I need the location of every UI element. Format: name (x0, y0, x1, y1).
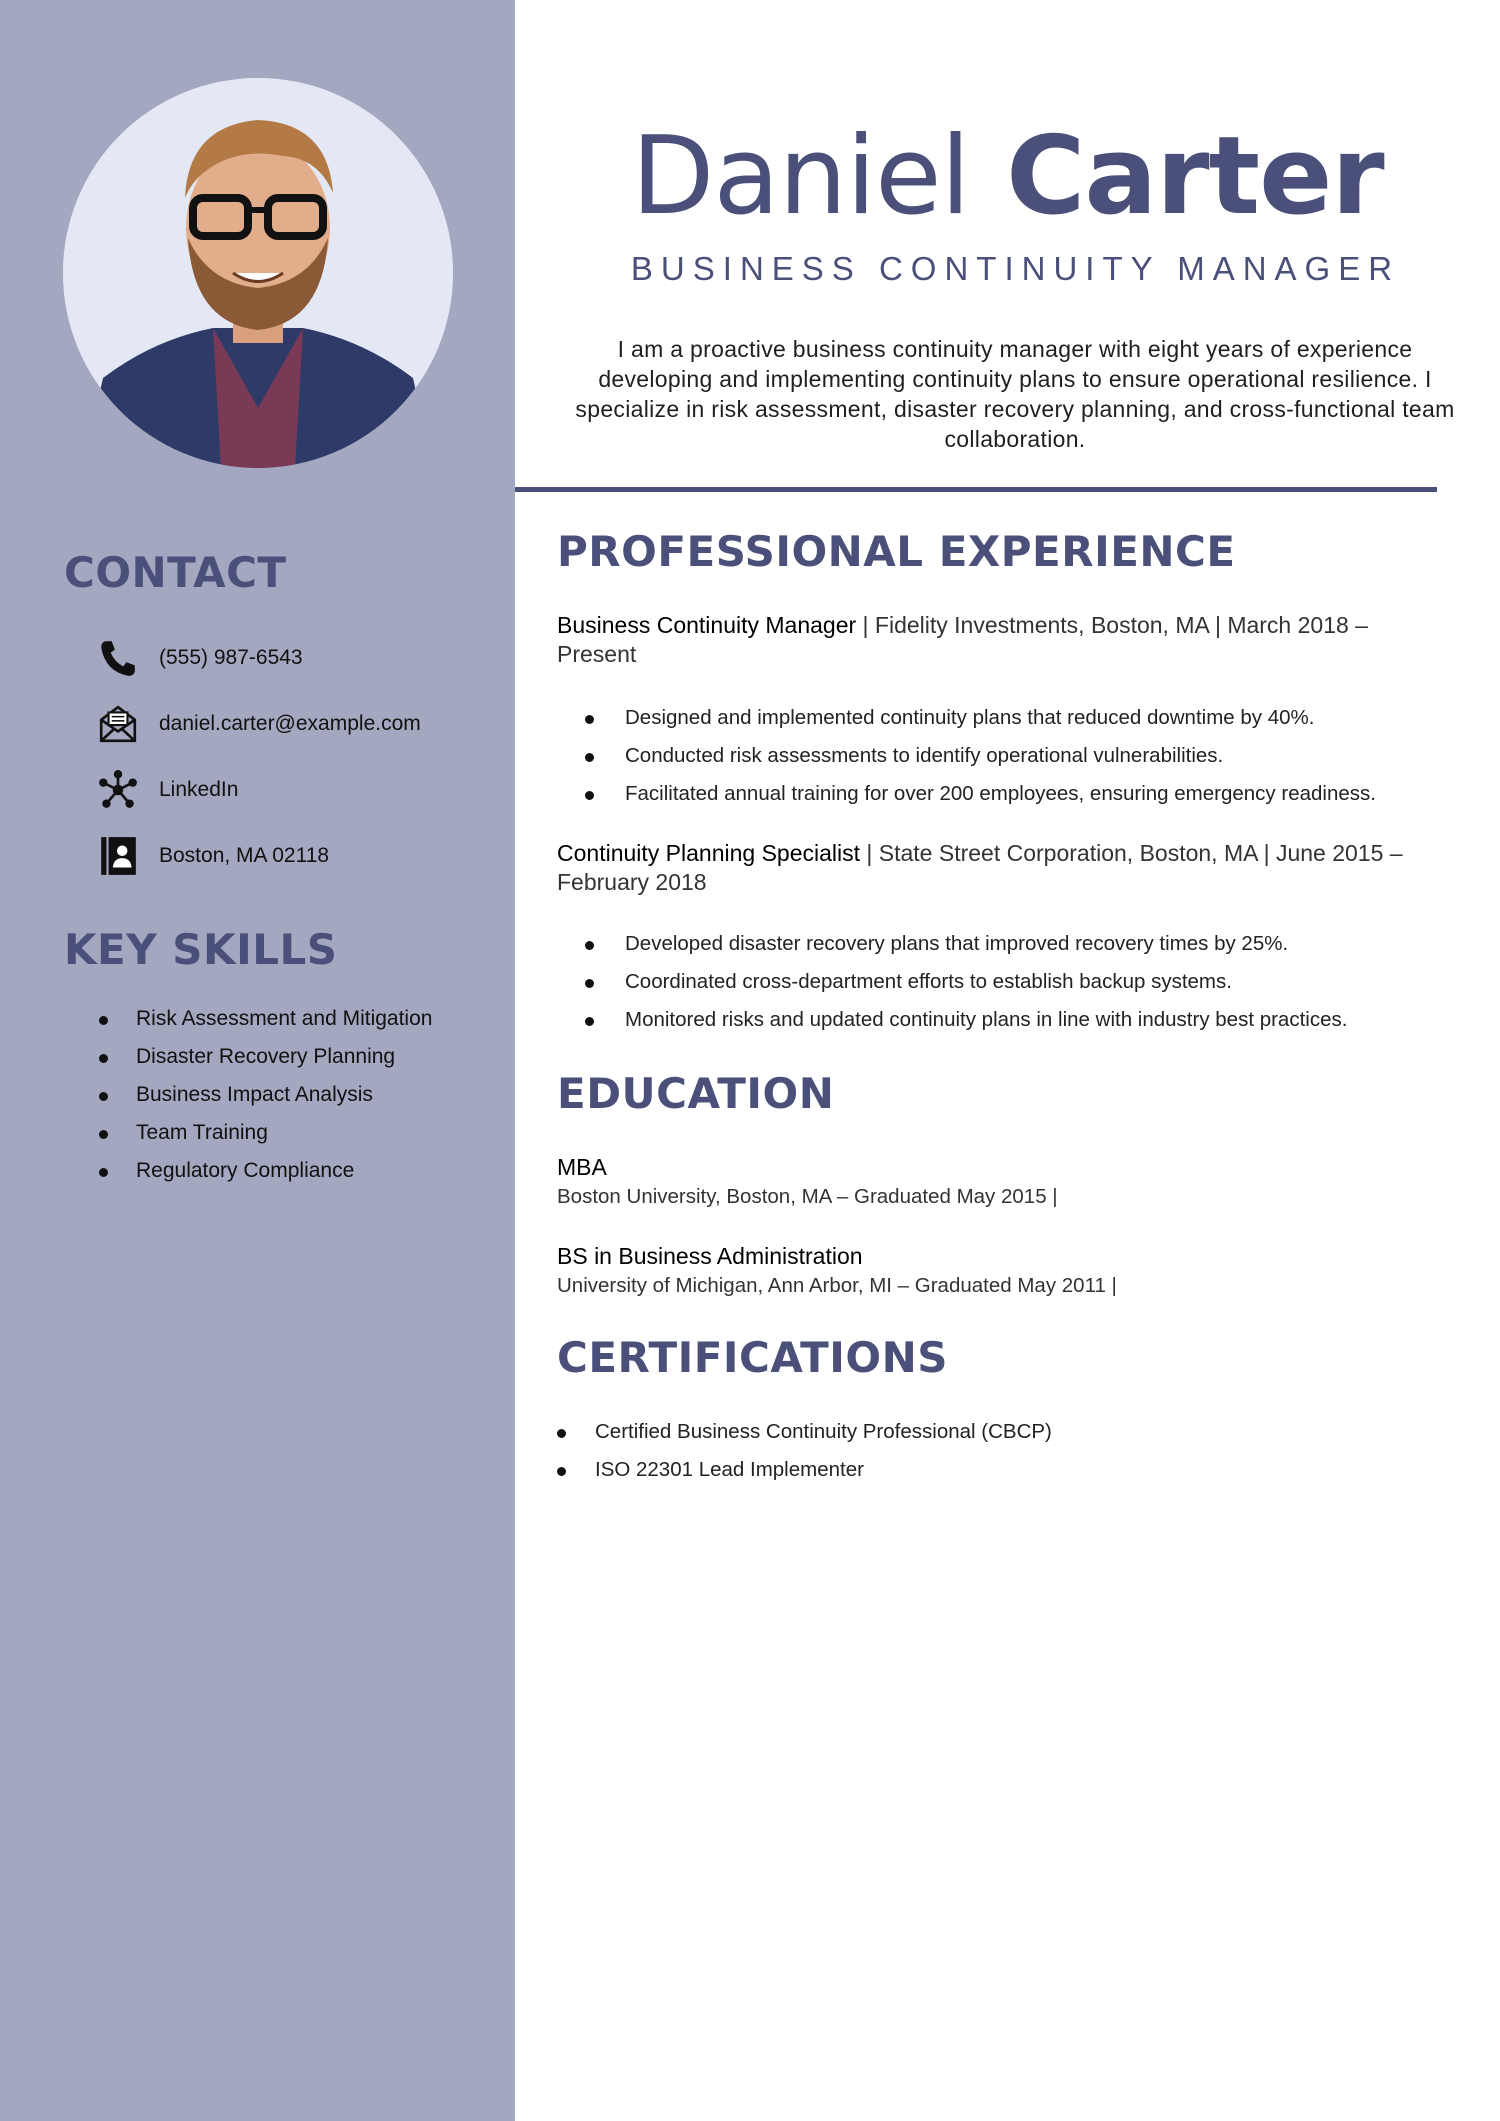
phone-icon (95, 635, 141, 681)
contact-linkedin (95, 757, 495, 823)
sidebar (0, 0, 515, 2121)
certifications-heading: CERTIFICATIONS (557, 1333, 949, 1382)
cert-item: Certified Business Continuity Professional (CBCP) (550, 1413, 1430, 1451)
job-bullet: Facilitated annual training for over 200 employees, ensuring emergency readiness. (580, 775, 1460, 813)
skill-item: Business Impact Analysis (95, 1076, 505, 1114)
contact-location (95, 823, 495, 889)
job-bullet: Conducted risk assessments to identify operational vulnerabilities. (580, 737, 1460, 775)
job-bullet: Coordinated cross-department efforts to establish backup systems. (580, 963, 1460, 1001)
edu-degree: MBA (557, 1154, 607, 1180)
job-bullet: Developed disaster recovery plans that improved recovery times by 25%. (580, 925, 1460, 963)
contact-linkedin-text[interactable]: LinkedIn (159, 778, 239, 801)
profile-photo (63, 78, 453, 468)
skill-item: Regulatory Compliance (95, 1152, 505, 1190)
contact-phone-text: (555) 987-6543 (159, 646, 303, 669)
job-title: BUSINESS CONTINUITY MANAGER (630, 250, 1401, 287)
address-book-icon (95, 833, 141, 879)
skill-item: Team Training (95, 1114, 505, 1152)
skill-item: Disaster Recovery Planning (95, 1038, 505, 1076)
contact-email-text[interactable]: daniel.carter@example.com (159, 712, 421, 735)
job-role: Continuity Planning Specialist (557, 840, 861, 866)
skills-list (95, 1000, 505, 1190)
skills-heading: KEY SKILLS (64, 925, 338, 974)
contact-list (95, 625, 495, 889)
cert-list (550, 1413, 1430, 1489)
job-title-line (557, 839, 1437, 897)
header-divider (515, 487, 1437, 492)
full-name (515, 112, 1500, 242)
edu-degree: BS in Business Administration (557, 1243, 863, 1269)
email-icon (95, 701, 141, 747)
job-role: Business Continuity Manager (557, 612, 857, 638)
skill-item: Risk Assessment and Mitigation (95, 1000, 505, 1038)
contact-location-text: Boston, MA 02118 (159, 844, 330, 867)
first-name: Daniel (631, 114, 970, 239)
edu-detail: Boston University, Boston, MA – Graduated May 2015 | (557, 1185, 1058, 1208)
contact-heading: CONTACT (64, 548, 287, 597)
cert-item: ISO 22301 Lead Implementer (550, 1451, 1430, 1489)
job-bullets (580, 925, 1460, 1039)
job-title-line (557, 611, 1437, 669)
edu-detail: University of Michigan, Ann Arbor, MI – Graduated May 2011 | (557, 1274, 1117, 1297)
experience-heading: PROFESSIONAL EXPERIENCE (557, 527, 1236, 576)
education-heading: EDUCATION (557, 1069, 835, 1118)
contact-email (95, 691, 495, 757)
job-bullets (580, 699, 1460, 813)
summary: I am a proactive business continuity manager with eight years of experience developing and implementing continuity plans to ensure operational resilience. I specialize in risk assessment, disaster recovery planning, and cross-functional team collaboration. (575, 336, 1455, 452)
contact-phone (95, 625, 495, 691)
job-bullet: Designed and implemented continuity plans that reduced downtime by 40%. (580, 699, 1460, 737)
job-bullet: Monitored risks and updated continuity plans in line with industry best practices. (580, 1001, 1460, 1039)
last-name: Carter (1006, 114, 1384, 239)
job-details: | State Street Corporation, Boston, MA | June 2015 – February 2018 (557, 840, 1403, 895)
job-details: | Fidelity Investments, Boston, MA | March 2018 – Present (557, 612, 1368, 667)
network-icon (95, 767, 141, 813)
